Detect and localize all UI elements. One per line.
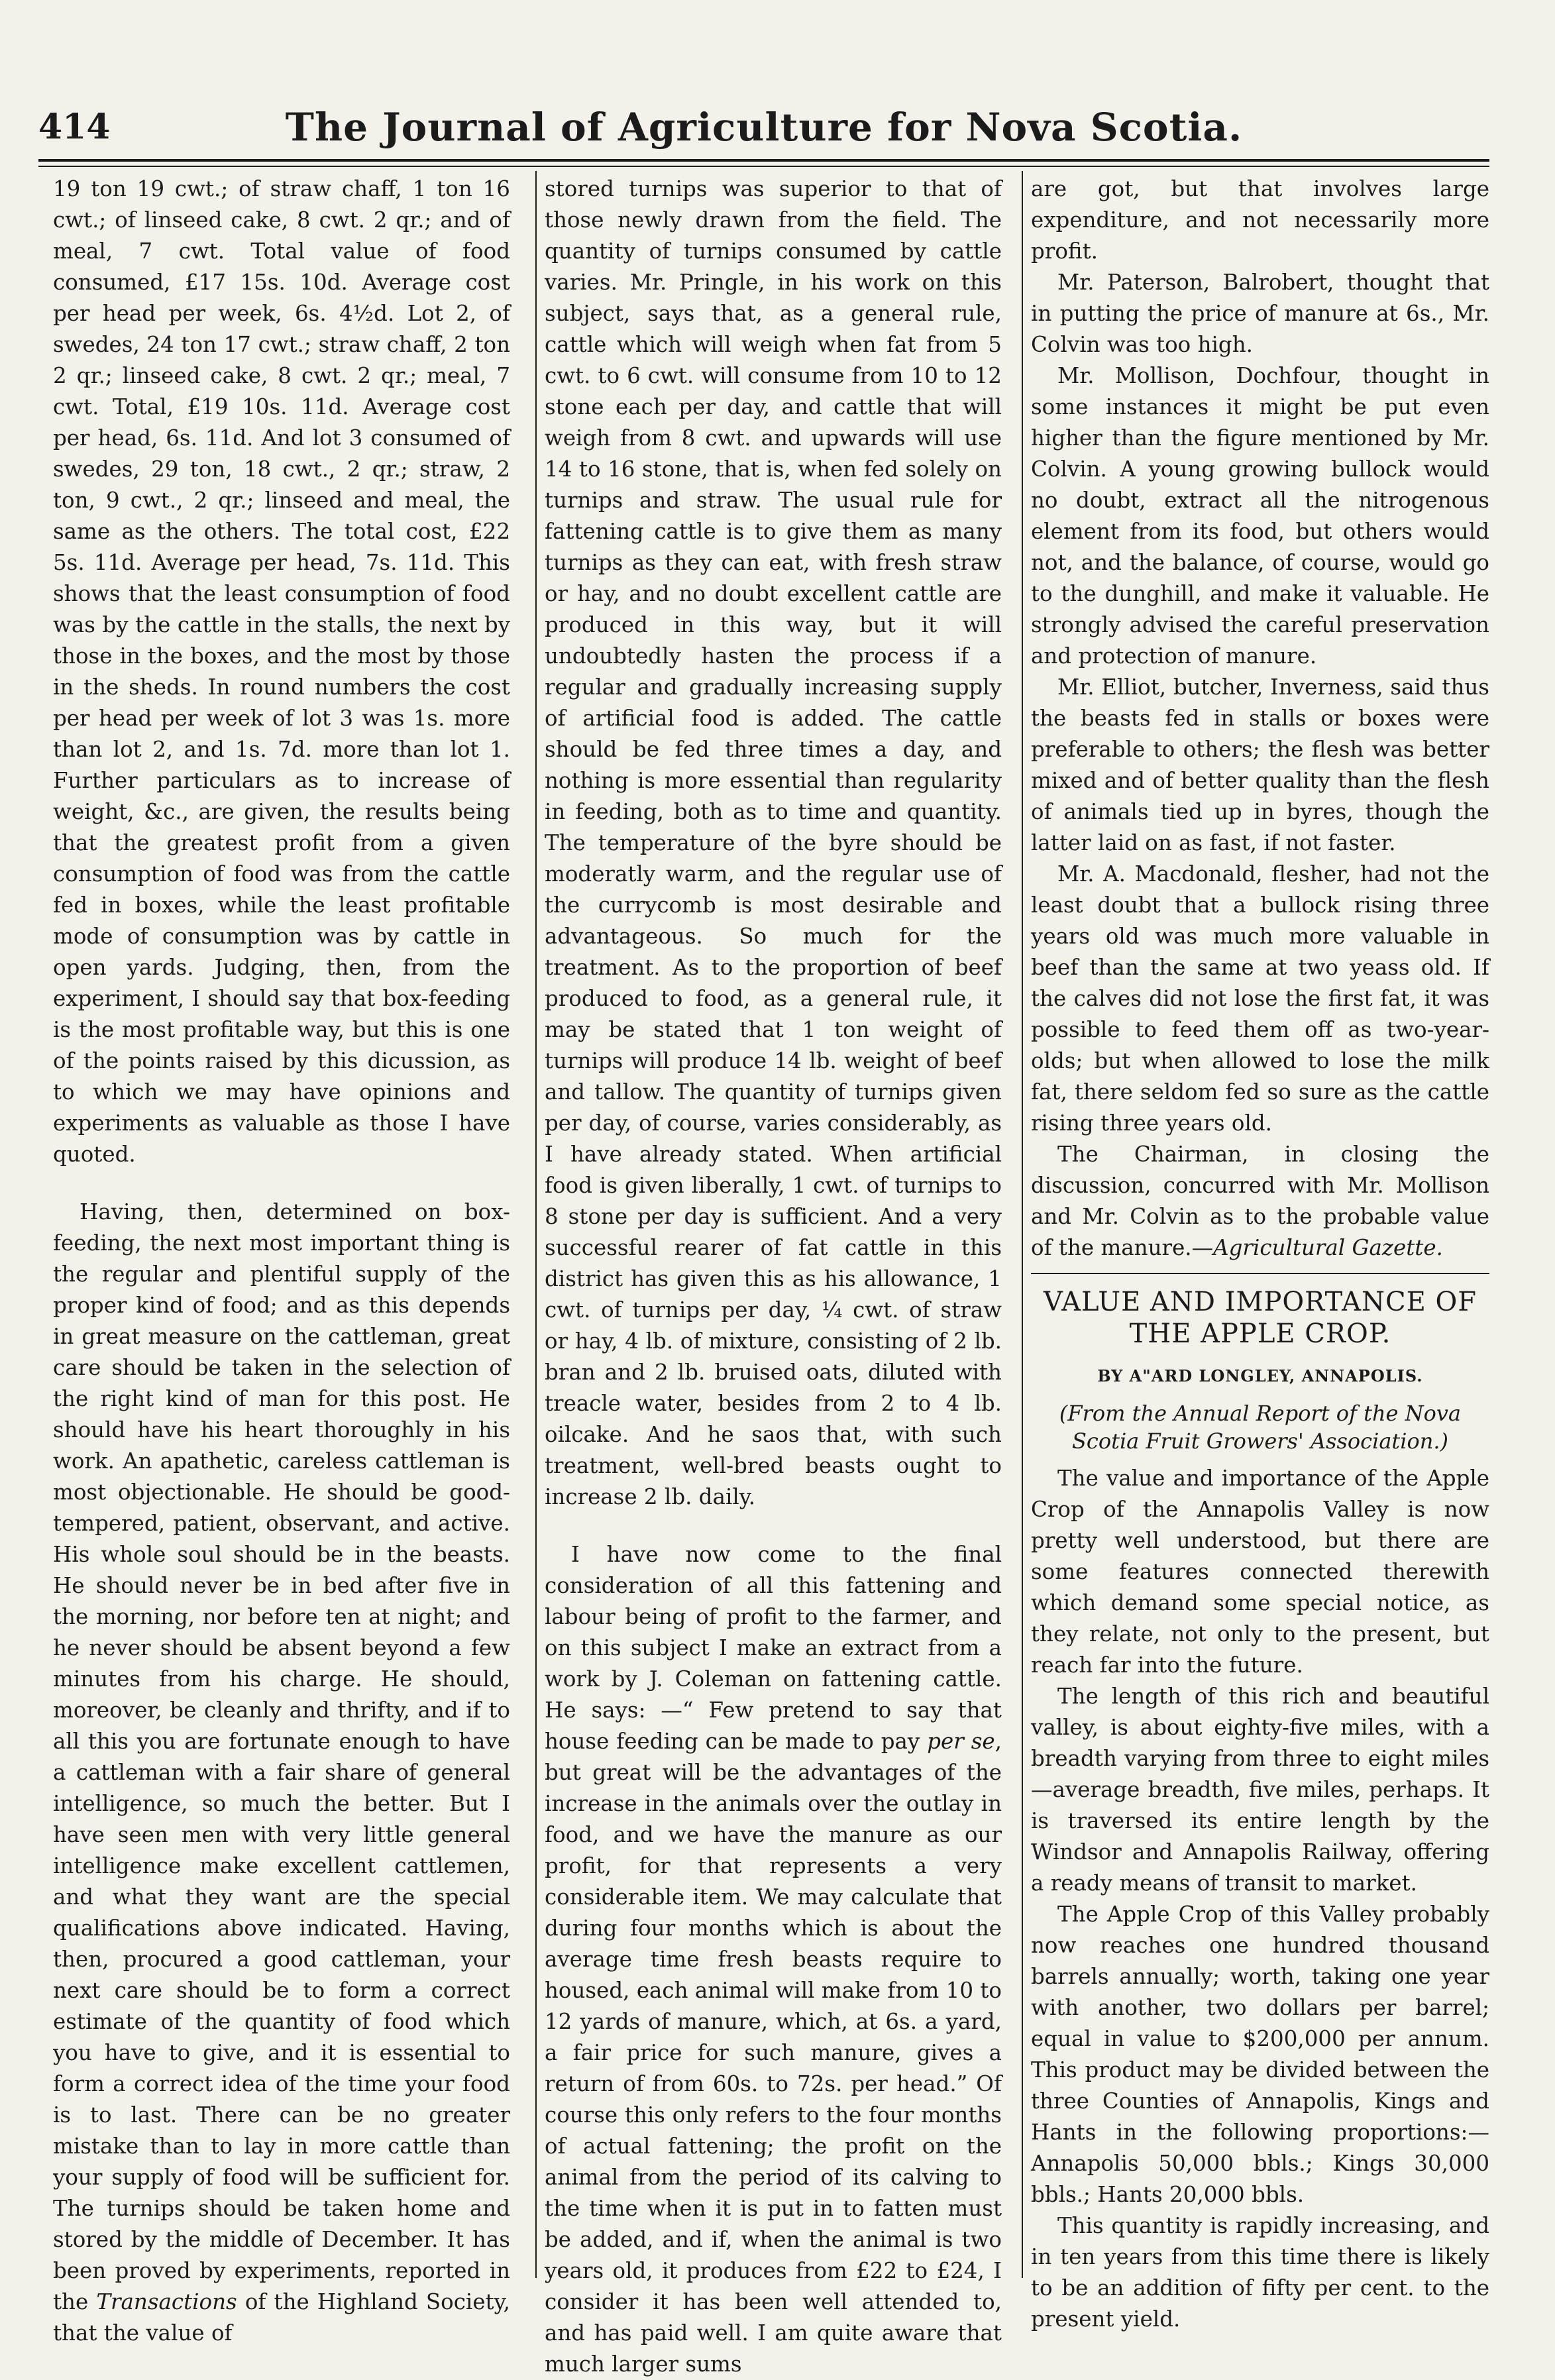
paragraph: Mr. Paterson, Balrobert, thought that in putting the price of manure at 6s., Mr. Colvin was too high. — [1031, 270, 1489, 357]
byline: BY A"ARD LONGLEY, ANNAPOLIS. — [1097, 1366, 1423, 1385]
paragraph-text: I have now come to the final consideration of all this fattening and labour being of profit to the farmer, and on this subject I make an extract from a work by J. Coleman on fattening cattle. He says: —“ Few pretend to say that house feeding can be made to pay — [545, 1542, 1002, 1754]
paragraph — [545, 1539, 1002, 2380]
paragraph: The Apple Crop of this Valley probably now reaches one hundred thousand barrels annually; worth, taking one year with another, two dollars per barrel; equal in value to $200,000 per annum. This product may be divided between the three Counties of Annapolis, Kings and Hants in the following proportions:— Annapolis 50,000 bbls.; Kings 30,000 bbls.; Hants 20,000 bbls. — [1031, 1902, 1489, 2207]
paragraph-text: The Chairman, in closing the discussion, concurred with Mr. Mollison and Mr. Colvin as to the probable value of the manure.— — [1031, 1142, 1489, 1260]
paragraph: The length of this rich and beautiful valley, is about eighty-five miles, with a breadth varying from three to eight miles —average breadth, five miles, perhaps. It is traversed its entire length by the Windsor and Annapolis Railway, offering a ready means of transit to market. — [1031, 1684, 1489, 1896]
source-note: (From the Annual Report of the Nova Scotia Fruit Growers' Association.) — [1059, 1401, 1462, 1454]
column-1 — [53, 174, 510, 2349]
header-rule — [38, 159, 1489, 162]
column-2 — [545, 174, 1002, 2380]
italic-text: Transactions — [96, 2289, 237, 2314]
section-rule — [1031, 1273, 1489, 1274]
paragraph-text: , but great will be the advantages of the increase in the animals over the outlay in food, and we have the manure as our profit, for that represents a very considerable item. We may calculate that during four months which is about the average time fresh beasts require to housed, each animal will make from 10 to 12 yards of manure, which, at 6s. a yard, a fair price for such manure, gives a return of from 60s. to 72s. per head.” Of course this only refers to the four months of actual fattening; the profit on the animal from the period of its calving to the time when it is put in to fatten must be added, and if, when the animal is two years old, it produces from £22 to £24, I consider it has been well attended to, and has paid well. I am quite aware that much larger sums — [545, 1729, 1002, 2377]
paragraph-text: of the Highland Society, that the value of — [53, 2289, 510, 2346]
article-title: VALUE AND IMPORTANCE OF THE APPLE CROP. — [1043, 1287, 1477, 1349]
column-3 — [1031, 174, 1489, 2335]
paragraph-text: Having, then, determined on box-feeding, the next most important thing is the regular and plentiful supply of the proper kind of food; and as this depends in great measure on the cattleman, great care should be taken in the selection of the right kind of man for this post. He should have his heart thoroughly in his work. An apathetic, careless cattleman is most objectionable. He should be good-tempered, patient, observant, and active. His whole soul should be in the beasts. He should never be in bed after five in the morning, nor before ten at night; and he never should be absent beyond a few minutes from his charge. He should, moreover, be cleanly and thrifty, and if to all this you are fortunate enough to have a cattleman with a fair share of general intelligence, so much the better. But I have seen men with very little general intelligence make excellent cattlemen, and what they want are the special qualifications above indicated. Having, then, procured a good cattleman, your next care should be to form a correct estimate of the quantity of food which you have to give, and it is essential to form a correct idea of the time your food is to last. There can be no greater mistake than to lay in more cattle than your supply of food will be sufficient for. The turnips should be taken home and stored by the middle of December. It has been proved by experiments, reported in the — [53, 1199, 510, 2314]
italic-text: Agricultural Gazette. — [1213, 1235, 1443, 1260]
column-divider — [1022, 171, 1023, 2278]
page-number: 414 — [38, 107, 111, 147]
journal-title: The Journal of Agriculture for Nova Scotia. — [285, 105, 1243, 150]
column-divider — [535, 171, 537, 2278]
paragraph: Mr. Elliot, butcher, Inverness, said thus the beasts fed in stalls or boxes were preferable to others; the flesh was better mixed and of better quality than the flesh of animals tied up in byres, though the latter laid on as fast, if not faster. — [1031, 675, 1489, 855]
paragraph: are got, but that involves large expenditure, and not necessarily more profit. — [1031, 176, 1489, 264]
page-header — [38, 99, 1489, 155]
italic-text: per se — [927, 1729, 995, 1754]
paragraph — [1031, 1139, 1489, 1264]
paragraph: Mr. A. Macdonald, flesher, had not the least doubt that a bullock rising three years old was much more valuable in beef than the same at two yeass old. If the calves did not lose the first fat, it was possible to feed them off as two-year-olds; but when allowed to lose the milk fat, there seldom fed so sure as the cattle rising three years old. — [1031, 861, 1489, 1136]
paragraph: This quantity is rapidly increasing, and in ten years from this time there is likely to be an addition of fifty per cent. to the present yield. — [1031, 2213, 1489, 2332]
paragraph — [53, 1197, 510, 2349]
paragraph: The value and importance of the Apple Crop of the Annapolis Valley is now pretty well understood, but there are some features connected therewith which demand some special notice, as they relate, not only to the present, but reach far into the future. — [1031, 1466, 1489, 1678]
header-rule-thin — [38, 166, 1489, 167]
paragraph: Mr. Mollison, Dochfour, thought in some instances it might be put even higher than the figure mentioned by Mr. Colvin. A young growing bullock would no doubt, extract all the nitrogenous element from its food, but others would not, and the balance, of course, would go to the dunghill, and make it valuable. He strongly advised the careful preservation and protection of manure. — [1031, 363, 1489, 669]
paragraph: 19 ton 19 cwt.; of straw chaff, 1 ton 16 cwt.; of linseed cake, 8 cwt. 2 qr.; and of meal, 7 cwt. Total value of food consumed, £17 15s. 10d. Average cost per head per week, 6s. 4½d. Lot 2, of swedes, 24 ton 17 cwt.; straw chaff, 2 ton 2 qr.; linseed cake, 8 cwt. 2 qr.; meal, 7 cwt. Total, £19 10s. 11d. Average cost per head, 6s. 11d. And lot 3 consumed of swedes, 29 ton, 18 cwt., 2 qr.; straw, 2 ton, 9 cwt., 2 qr.; linseed and meal, the same as the others. The total cost, £22 5s. 11d. Average per head, 7s. 11d. This shows that the least consumption of food was by the cattle in the stalls, the next by those in the boxes, and the most by those in the sheds. In round numbers the cost per head per week of lot 3 was 1s. more than lot 2, and 1s. 7d. more than lot 1. Further particulars as to increase of weight, &c., are given, the results being that the greatest profit from a given consumption of food was from the cattle fed in boxes, while the least profitable mode of consumption was by cattle in open yards. Judging, then, from the experiment, I should say that box-feeding is the most profitable way, but this is one of the points raised by this dicussion, as to which we may have opinions and experiments as valuable as those I have quoted. — [53, 176, 510, 1167]
paragraph: stored turnips was superior to that of those newly drawn from the field. The quantity of turnips consumed by cattle varies. Mr. Pringle, in his work on this subject, says that, as a general rule, cattle which will weigh when fat from 5 cwt. to 6 cwt. will consume from 10 to 12 stone each per day, and cattle that will weigh from 8 cwt. and upwards will use 14 to 16 stone, that is, when fed solely on turnips and straw. The usual rule for fattening cattle is to give them as many turnips as they can eat, with fresh straw or hay, and no doubt excellent cattle are produced in this way, but it will undoubtedly hasten the process if a regular and gradually increasing supply of artificial food is added. The cattle should be fed three times a day, and nothing is more essential than regularity in feeding, both as to time and quantity. The temperature of the byre should be moderatly warm, and the regular use of the currycomb is most desirable and advantageous. So much for the treatment. As to the proportion of beef produced to food, as a general rule, it may be stated that 1 ton weight of turnips will produce 14 lb. weight of beef and tallow. The quantity of turnips given per day, of course, varies considerably, as I have already stated. When artificial food is given liberally, 1 cwt. of turnips to 8 stone per day is sufficient. And a very successful rearer of fat cattle in this district has given this as his allowance, 1 cwt. of turnips per day, ¼ cwt. of straw or hay, 4 lb. of mixture, consisting of 2 lb. bran and 2 lb. bruised oats, diluted with treacle water, besides from 2 to 4 lb. oilcake. And he saos that, with such treatment, well-bred beasts ought to increase 2 lb. daily. — [545, 176, 1002, 1509]
